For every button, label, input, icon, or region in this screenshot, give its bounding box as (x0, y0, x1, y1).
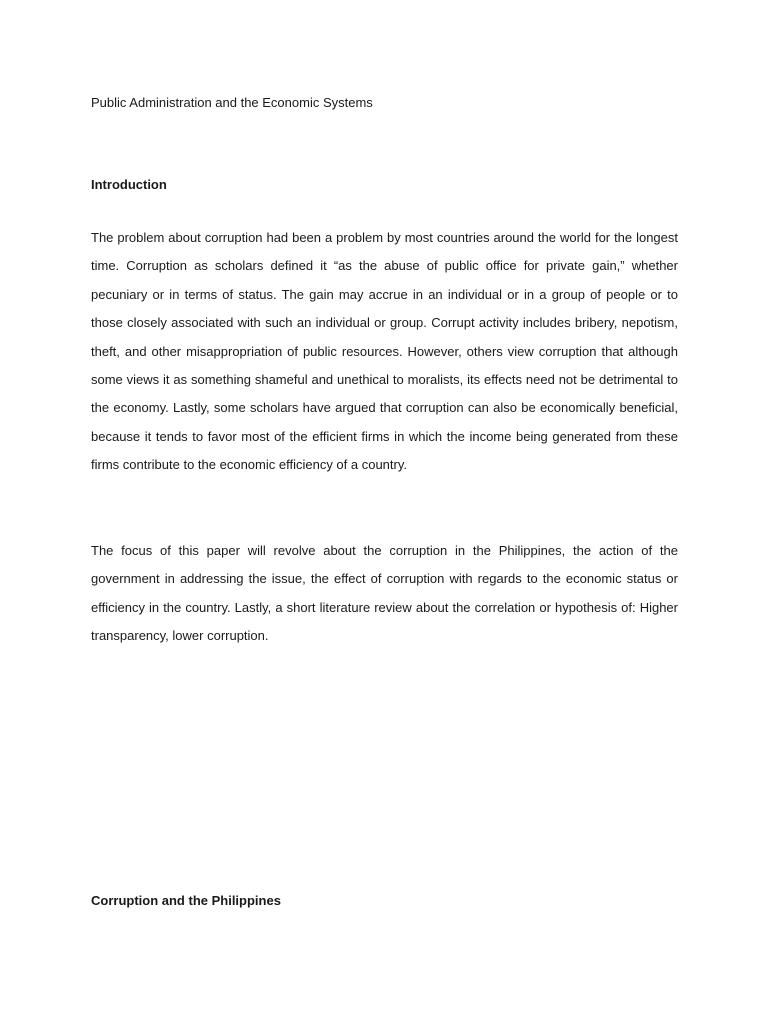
corruption-philippines-heading: Corruption and the Philippines (91, 893, 281, 908)
document-title: Public Administration and the Economic Systems (91, 95, 373, 110)
introduction-paragraph-1: The problem about corruption had been a problem by most countries around the world for the longest time. Corruption as scholars defined it “as the abuse of public office for private gain,” whether pecuniary or in terms of status. The gain may accrue in an individual or in a group of people or to those closely associated with such an individual or group. Corrupt activity includes bribery, nepotism, theft, and other misappropriation of public resources. However, others view corruption that although some views it as something shameful and unethical to moralists, its effects need not be detrimental to the economy. Lastly, some scholars have argued that corruption can also be economically beneficial, because it tends to favor most of the efficient firms in which the income being generated from these firms contribute to the economic efficiency of a country. (91, 230, 678, 473)
introduction-heading: Introduction (91, 177, 167, 192)
introduction-paragraph-2: The focus of this paper will revolve about the corruption in the Philippines, the action of the government in addressing the issue, the effect of corruption with regards to the economic status or efficiency in the country. Lastly, a short literature review about the correlation or hypothesis of: Higher transparency, lower corruption. (91, 543, 678, 644)
